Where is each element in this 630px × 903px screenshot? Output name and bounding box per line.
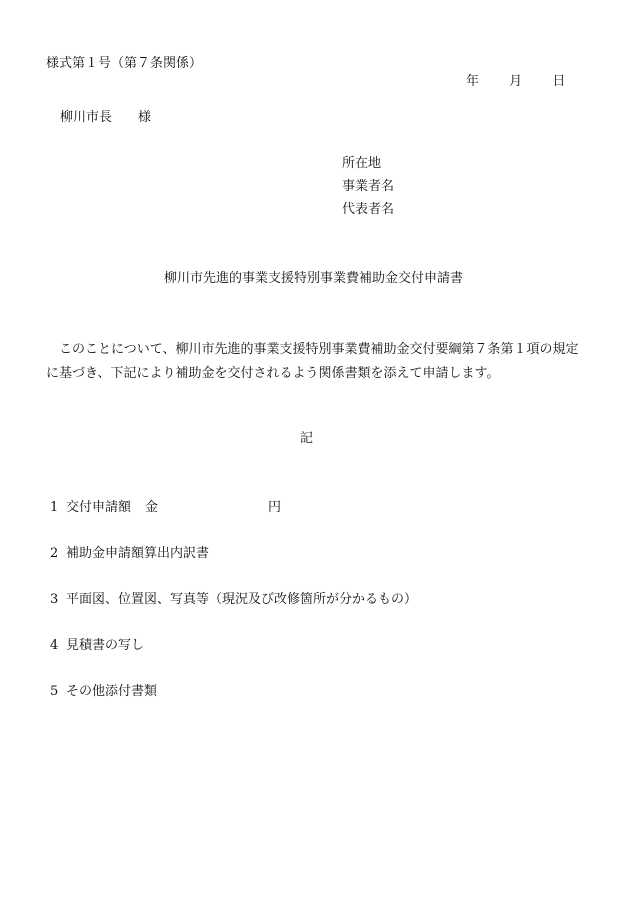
item-label: 平面図、位置図、写真等（現況及び改修箇所が分かるもの）	[66, 592, 418, 607]
amount-prefix: 金	[145, 500, 159, 515]
item-label: 交付申請額	[66, 500, 132, 515]
form-number: 様式第１号（第７条関係）	[46, 56, 203, 71]
list-item-3	[50, 593, 417, 606]
field-address-label: 所在地	[342, 156, 382, 171]
date-line	[466, 75, 565, 88]
item-label: 補助金申請額算出内訳書	[66, 546, 210, 561]
addressee: 柳川市長 様	[60, 110, 152, 125]
list-item-1	[50, 501, 281, 514]
body-paragraph: このことについて、柳川市先進的事業支援特別事業費補助金交付要綱第７条第１項の規定に基づき、下記により補助金を交付されるよう関係書類を添えて申請します。	[46, 342, 579, 381]
date-year: 年	[466, 74, 480, 89]
item-number: 3	[50, 592, 59, 607]
document-title: 柳川市先進的事業支援特別事業費補助金交付申請書	[164, 271, 464, 286]
item-label: 見積書の写し	[66, 638, 145, 653]
item-label: その他添付書類	[66, 684, 158, 699]
ki-heading: 記	[300, 431, 314, 446]
list-item-4	[50, 639, 144, 652]
field-business-name-label: 事業者名	[342, 179, 395, 194]
item-number: 2	[50, 546, 59, 561]
amount-unit: 円	[268, 500, 282, 515]
list-item-5	[50, 685, 157, 698]
date-day: 日	[552, 74, 566, 89]
list-item-2	[50, 547, 209, 560]
date-month: 月	[509, 74, 523, 89]
field-representative-label: 代表者名	[342, 202, 395, 217]
item-number: 5	[50, 684, 59, 699]
item-number: 4	[50, 638, 59, 653]
item-number: 1	[50, 500, 59, 515]
